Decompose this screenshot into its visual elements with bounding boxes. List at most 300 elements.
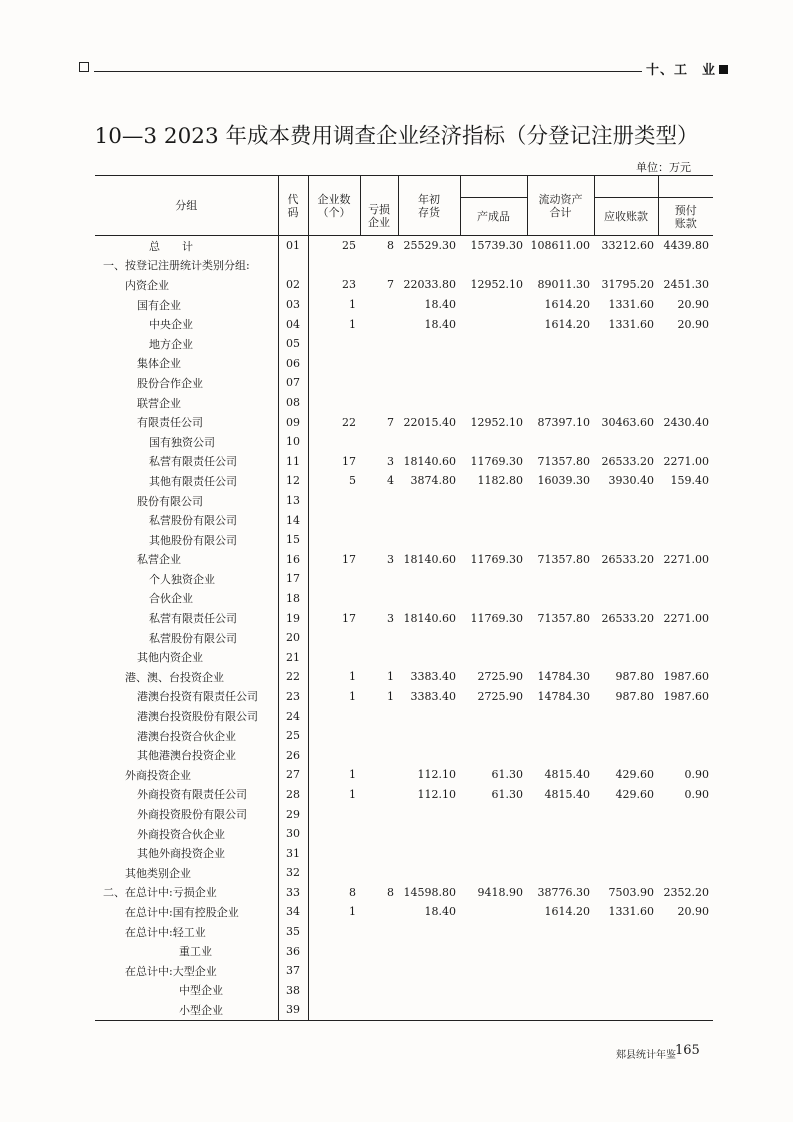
cell-fg: 11769.30: [470, 552, 523, 566]
cell-fg: 11769.30: [470, 611, 523, 625]
cell-n: 1: [349, 317, 356, 331]
cell-loss: [360, 295, 398, 315]
cell-n: [308, 863, 360, 883]
cell-n: [308, 569, 360, 589]
cell-inv: [398, 647, 460, 667]
cell-inv: [398, 510, 460, 530]
cell-fg: [460, 256, 527, 276]
cell-n: [308, 981, 360, 1001]
cell-inv: 18140.60: [403, 552, 456, 566]
cell-inv: [398, 824, 460, 844]
cell-ca: 87397.10: [537, 415, 590, 429]
cell-n: [308, 1000, 360, 1020]
cell-ar: [594, 941, 658, 961]
cell-ca: [527, 334, 594, 354]
cell-loss: [360, 726, 398, 746]
cell-n: 1: [349, 689, 356, 703]
cell-ca: 71357.80: [537, 454, 590, 468]
cell-n: [308, 510, 360, 530]
cell-loss: 7: [387, 415, 394, 429]
cell-n: [308, 961, 360, 981]
table-row: [95, 647, 713, 667]
cell-ar: [594, 354, 658, 374]
table-row: [95, 961, 713, 981]
cell-pre: [658, 961, 713, 981]
cell-inv: [398, 922, 460, 942]
row-label: 其他股份有限公司: [149, 533, 237, 547]
cell-loss: [360, 922, 398, 942]
cell-fg: 12952.10: [470, 415, 523, 429]
table-row: [95, 902, 713, 922]
cell-n: [308, 824, 360, 844]
cell-loss: [360, 647, 398, 667]
table-row: [95, 804, 713, 824]
cell-n: 1: [349, 768, 356, 782]
cell-ar: 31795.20: [601, 278, 654, 292]
row-label: 股份合作企业: [137, 376, 203, 390]
cell-loss: [360, 432, 398, 452]
cell-fg: 2725.90: [477, 689, 523, 703]
cell-loss: 1: [387, 689, 394, 703]
cell-ar: [594, 530, 658, 550]
cell-ca: [527, 628, 594, 648]
col-prepayments-header: 预付账款: [658, 198, 713, 236]
cell-n: 17: [342, 552, 356, 566]
cell-inv: [398, 589, 460, 609]
table-row: [95, 275, 713, 295]
row-code: 02: [278, 275, 308, 295]
row-label: 国有独资公司: [149, 435, 215, 449]
row-label: 集体企业: [137, 357, 181, 371]
cell-inv: [398, 863, 460, 883]
cell-ca: 4815.40: [544, 787, 590, 801]
cell-inv: [398, 843, 460, 863]
cell-ca: 14784.30: [537, 670, 590, 684]
cell-inv: [398, 432, 460, 452]
cell-ca: 1614.20: [544, 298, 590, 312]
row-code: 18: [278, 589, 308, 609]
cell-ar: [594, 432, 658, 452]
cell-pre: [658, 804, 713, 824]
cell-pre: 159.40: [670, 474, 709, 488]
cell-n: 1: [349, 298, 356, 312]
table-row: [95, 452, 713, 472]
cell-ca: [527, 432, 594, 452]
table-row: [95, 1000, 713, 1020]
cell-n: [308, 647, 360, 667]
cell-pre: [658, 393, 713, 413]
cell-ar: [594, 804, 658, 824]
cell-pre: [658, 941, 713, 961]
cell-n: 8: [349, 885, 356, 899]
cell-pre: 0.90: [684, 768, 709, 782]
row-label: 股份有限公司: [137, 494, 203, 508]
cell-fg: [460, 530, 527, 550]
cell-pre: [658, 726, 713, 746]
cell-loss: [360, 961, 398, 981]
row-code: 04: [278, 314, 308, 334]
cell-ca: 4815.40: [544, 768, 590, 782]
row-code: 36: [278, 941, 308, 961]
cell-ca: [527, 922, 594, 942]
cell-n: 23: [342, 278, 356, 292]
cell-fg: [460, 647, 527, 667]
cell-ca: [527, 745, 594, 765]
cell-n: [308, 843, 360, 863]
cell-fg: [460, 432, 527, 452]
cell-ca: 1614.20: [544, 317, 590, 331]
cell-fg: [460, 354, 527, 374]
row-code: 12: [278, 471, 308, 491]
row-label: 港、澳、台投资企业: [125, 670, 224, 684]
table-row: [95, 334, 713, 354]
cell-fg: 2725.90: [477, 670, 523, 684]
cell-fg: [460, 510, 527, 530]
row-label: 外商投资有限责任公司: [137, 788, 247, 802]
cell-pre: [658, 510, 713, 530]
row-label: 合伙企业: [149, 592, 193, 606]
cell-n: 22: [342, 415, 356, 429]
cell-n: 25: [342, 239, 356, 253]
cell-pre: 2271.00: [663, 611, 709, 625]
row-label: 个人独资企业: [149, 572, 215, 586]
cell-inv: 22033.80: [403, 278, 456, 292]
cell-n: [308, 432, 360, 452]
row-code: 03: [278, 295, 308, 315]
cell-n: [308, 941, 360, 961]
cell-inv: [398, 745, 460, 765]
row-label: 私营有限责任公司: [149, 455, 237, 469]
row-label: 在总计中:轻工业: [125, 925, 206, 939]
table-row: [95, 785, 713, 805]
cell-loss: [360, 863, 398, 883]
table-row: [95, 530, 713, 550]
table-row: [95, 608, 713, 628]
cell-fg: [460, 1000, 527, 1020]
row-label: 港澳台投资股份有限公司: [137, 710, 258, 724]
cell-ar: [594, 510, 658, 530]
cell-ca: [527, 569, 594, 589]
row-label: 外商投资企业: [125, 768, 191, 782]
cell-inv: [398, 373, 460, 393]
row-code: 32: [278, 863, 308, 883]
cell-fg: [460, 393, 527, 413]
row-label: 二、在总计中:亏损企业: [103, 886, 217, 900]
row-label: 其他有限责任公司: [149, 474, 237, 488]
cell-ar: [594, 491, 658, 511]
page-number: 165: [675, 1043, 700, 1058]
row-label: 其他外商投资企业: [137, 847, 225, 861]
cell-pre: [658, 569, 713, 589]
table-row: [95, 471, 713, 491]
cell-ca: 1614.20: [544, 905, 590, 919]
row-label: 联营企业: [137, 396, 181, 410]
row-code: 15: [278, 530, 308, 550]
cell-pre: 2271.00: [663, 454, 709, 468]
cell-pre: [658, 354, 713, 374]
row-code: 09: [278, 412, 308, 432]
cell-pre: [658, 373, 713, 393]
cell-inv: [398, 726, 460, 746]
row-code: 24: [278, 706, 308, 726]
row-code: 31: [278, 843, 308, 863]
col-code-header: 代码: [278, 176, 308, 236]
cell-ar: [594, 373, 658, 393]
row-code: 05: [278, 334, 308, 354]
cell-fg: [460, 706, 527, 726]
cell-ca: [527, 863, 594, 883]
cell-ar: [594, 256, 658, 276]
cell-loss: [360, 824, 398, 844]
cell-loss: 8: [387, 885, 394, 899]
table-row: [95, 843, 713, 863]
table-row: [95, 922, 713, 942]
cell-loss: [360, 804, 398, 824]
row-code: 25: [278, 726, 308, 746]
cell-fg: [460, 863, 527, 883]
cell-ca: 38776.30: [537, 885, 590, 899]
cell-ar: 30463.60: [601, 415, 654, 429]
col-inventory-header: 年初存货: [398, 176, 460, 236]
cell-fg: [460, 491, 527, 511]
table-row: [95, 706, 713, 726]
cell-fg: [460, 314, 527, 334]
cell-ar: 429.60: [615, 787, 654, 801]
cell-n: [308, 530, 360, 550]
cell-pre: [658, 824, 713, 844]
row-code: 27: [278, 765, 308, 785]
cell-loss: [360, 902, 398, 922]
row-label: 中央企业: [149, 318, 193, 332]
cell-ar: 1331.60: [608, 317, 654, 331]
cell-loss: 1: [387, 670, 394, 684]
table-row: [95, 687, 713, 707]
cell-fg: [460, 373, 527, 393]
row-label: 重工业: [179, 945, 212, 959]
cell-ar: 429.60: [615, 768, 654, 782]
cell-ar: 26533.20: [601, 454, 654, 468]
cell-pre: 20.90: [677, 905, 709, 919]
table-row: [95, 236, 713, 256]
cell-loss: [360, 510, 398, 530]
cell-pre: 20.90: [677, 317, 709, 331]
row-label: 小型企业: [179, 1003, 223, 1017]
cell-ca: [527, 1000, 594, 1020]
cell-ca: [527, 393, 594, 413]
cell-ca: [527, 941, 594, 961]
cell-fg: [460, 981, 527, 1001]
row-code: 17: [278, 569, 308, 589]
cell-loss: [360, 843, 398, 863]
cell-ar: [594, 569, 658, 589]
cell-n: [308, 589, 360, 609]
cell-fg: [460, 334, 527, 354]
cell-fg: [460, 902, 527, 922]
cell-ca: [527, 354, 594, 374]
cell-n: [308, 922, 360, 942]
cell-pre: [658, 432, 713, 452]
row-code: [278, 256, 308, 276]
cell-pre: 2271.00: [663, 552, 709, 566]
cell-loss: 3: [387, 611, 394, 625]
cell-ar: 3930.40: [608, 474, 654, 488]
cell-ar: 1331.60: [608, 905, 654, 919]
row-label: 一、按登记注册统计类别分组:: [103, 259, 250, 273]
cell-ar: [594, 843, 658, 863]
row-code: 39: [278, 1000, 308, 1020]
table-row: [95, 393, 713, 413]
cell-ca: [527, 804, 594, 824]
cell-loss: [360, 530, 398, 550]
table-row: [95, 726, 713, 746]
row-code: 07: [278, 373, 308, 393]
cell-inv: [398, 393, 460, 413]
row-code: 11: [278, 452, 308, 472]
cell-inv: 112.10: [417, 768, 456, 782]
cell-pre: [658, 706, 713, 726]
cell-loss: [360, 785, 398, 805]
cell-fg: 61.30: [491, 768, 523, 782]
row-label: 港澳台投资合伙企业: [137, 729, 236, 743]
cell-fg: [460, 804, 527, 824]
header-rule: [94, 71, 642, 72]
cell-inv: 3874.80: [410, 474, 456, 488]
cell-inv: 25529.30: [403, 239, 456, 253]
cell-pre: 4439.80: [663, 239, 709, 253]
row-code: 35: [278, 922, 308, 942]
cell-pre: 20.90: [677, 298, 709, 312]
row-label: 私营企业: [137, 553, 181, 567]
cell-ar: 7503.90: [608, 885, 654, 899]
cell-inv: 22015.40: [403, 415, 456, 429]
cell-ca: 108611.00: [530, 239, 590, 253]
cell-ar: 987.80: [615, 689, 654, 703]
cell-loss: 8: [387, 239, 394, 253]
table-row: [95, 314, 713, 334]
table-row: [95, 628, 713, 648]
unit-label: 单位：万元: [636, 161, 691, 174]
row-code: 10: [278, 432, 308, 452]
cell-inv: [398, 1000, 460, 1020]
cell-loss: [360, 569, 398, 589]
cell-ar: [594, 589, 658, 609]
row-label: 在总计中:国有控股企业: [125, 905, 239, 919]
cell-ca: [527, 256, 594, 276]
row-code: 06: [278, 354, 308, 374]
row-label: 内资企业: [125, 278, 169, 292]
cell-loss: 4: [387, 474, 394, 488]
cell-ca: 14784.30: [537, 689, 590, 703]
row-code: 01: [278, 236, 308, 256]
cell-ar: [594, 393, 658, 413]
cell-inv: 14598.80: [403, 885, 456, 899]
cell-inv: 3383.40: [410, 670, 456, 684]
cell-fg: [460, 922, 527, 942]
table-row: [95, 765, 713, 785]
cell-fg: 1182.80: [477, 474, 523, 488]
cell-inv: 18.40: [424, 298, 456, 312]
cell-pre: [658, 256, 713, 276]
cell-ca: 89011.30: [537, 278, 590, 292]
cell-ca: [527, 589, 594, 609]
cell-ar: [594, 961, 658, 981]
cell-inv: 3383.40: [410, 689, 456, 703]
row-code: 38: [278, 981, 308, 1001]
cell-ar: 33212.60: [601, 239, 654, 253]
cell-ar: 26533.20: [601, 611, 654, 625]
header-box-mark: [79, 62, 89, 72]
table-row: [95, 373, 713, 393]
cell-n: 1: [349, 787, 356, 801]
cell-inv: [398, 706, 460, 726]
cell-loss: [360, 981, 398, 1001]
cell-loss: [360, 334, 398, 354]
table-row: [95, 824, 713, 844]
cell-ar: [594, 628, 658, 648]
cell-ar: [594, 745, 658, 765]
cell-n: [308, 373, 360, 393]
cell-n: [308, 393, 360, 413]
table-row: [95, 295, 713, 315]
cell-loss: [360, 706, 398, 726]
cell-n: 17: [342, 611, 356, 625]
section-label: 十、工 业: [646, 59, 728, 78]
table-body: [95, 236, 713, 1021]
cell-loss: [360, 314, 398, 334]
cell-inv: 18140.60: [403, 454, 456, 468]
row-label: 其他内资企业: [137, 651, 203, 665]
cell-inv: [398, 804, 460, 824]
cell-ca: [527, 961, 594, 981]
cell-ar: 1331.60: [608, 298, 654, 312]
cell-n: [308, 334, 360, 354]
cell-ca: 71357.80: [537, 611, 590, 625]
table-row: [95, 589, 713, 609]
row-label: 国有企业: [137, 298, 181, 312]
cell-ca: [527, 824, 594, 844]
row-label: 总 计: [149, 239, 193, 253]
row-label: 私营股份有限公司: [149, 631, 237, 645]
cell-ar: [594, 334, 658, 354]
cell-ar: [594, 726, 658, 746]
cell-ar: [594, 824, 658, 844]
row-label: 外商投资合伙企业: [137, 827, 225, 841]
cell-fg: 11769.30: [470, 454, 523, 468]
cell-ca: [527, 491, 594, 511]
cell-n: 1: [349, 670, 356, 684]
cell-loss: [360, 393, 398, 413]
cell-ca: 71357.80: [537, 552, 590, 566]
cell-ar: [594, 981, 658, 1001]
row-label: 港澳台投资有限责任公司: [137, 690, 258, 704]
cell-loss: 3: [387, 552, 394, 566]
row-code: 34: [278, 902, 308, 922]
table-row: [95, 432, 713, 452]
cell-n: [308, 804, 360, 824]
publication-name: 郏县统计年鉴: [616, 1050, 676, 1061]
cell-loss: [360, 765, 398, 785]
cell-ca: [527, 726, 594, 746]
cell-pre: 1987.60: [663, 670, 709, 684]
cell-ar: [594, 1000, 658, 1020]
cell-fg: [460, 843, 527, 863]
cell-ar: [594, 647, 658, 667]
cell-loss: [360, 256, 398, 276]
cell-ca: [527, 510, 594, 530]
table-row: [95, 550, 713, 570]
cell-n: [308, 726, 360, 746]
cell-pre: [658, 745, 713, 765]
